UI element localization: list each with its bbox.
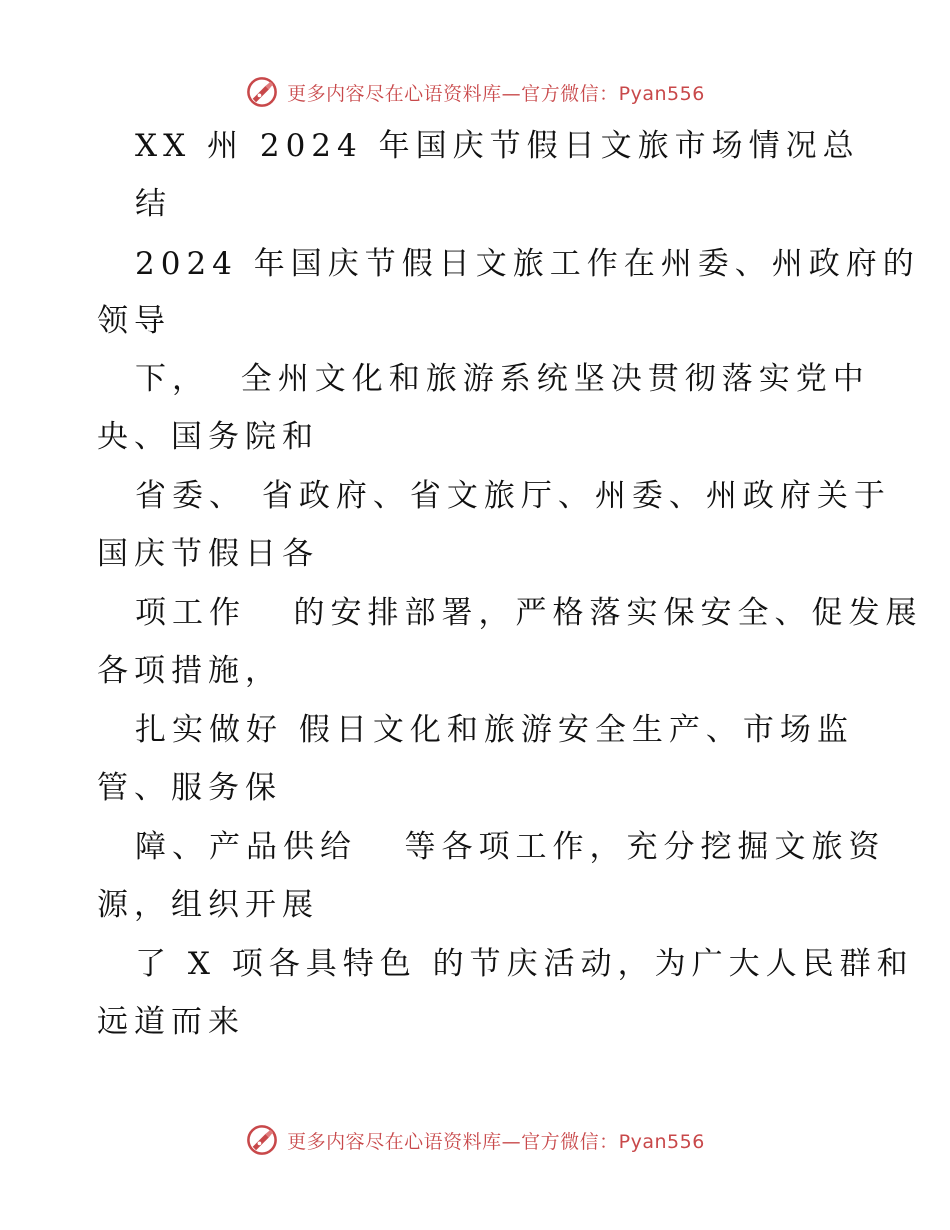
paragraph-line: 国庆节假日各 [97, 536, 319, 572]
watermark-account: Pyan556 [618, 1130, 705, 1153]
paragraph-line: 省委、 省政府、省文旅厅、州委、州政府关于 [135, 478, 891, 514]
watermark-text [287, 79, 705, 106]
watermark-account: Pyan556 [618, 82, 705, 105]
paragraph-line: 央、国务院和 [97, 419, 319, 455]
paragraph-line: 2024 年国庆节假日文旅工作在州委、州政府的 [135, 246, 920, 282]
watermark-text [287, 1127, 705, 1154]
paragraph-line: 项工作 的安排部署，严格落实保安全、促发展 [135, 595, 923, 631]
paragraph-line: 各项措施， [97, 653, 282, 689]
paragraph-line: 了 X 项各具特色 的节庆活动，为广大人民群和 [135, 946, 914, 982]
paragraph-line: 扎实做好 假日文化和旅游安全生产、市场监 [135, 712, 854, 748]
watermark-label: 更多内容尽在心语资料库—官方微信： [287, 82, 619, 105]
pen-nib-seal-icon [245, 75, 279, 109]
paragraph-line: 远道而来 [97, 1004, 245, 1040]
footer-watermark [0, 1118, 950, 1162]
paragraph-line: 管、服务保 [97, 770, 282, 806]
paragraph-line: 障、产品供给 等各项工作，充分挖掘文旅资 [135, 829, 886, 865]
paragraph-line: 源，组织开展 [97, 887, 319, 923]
doc-title-line-2: 结 [135, 186, 172, 222]
pen-nib-seal-icon [245, 1123, 279, 1157]
doc-title-line-1: XX 州 2024 年国庆节假日文旅市场情况总 [135, 128, 860, 164]
paragraph-line: 下， 全州文化和旅游系统坚决贯彻落实党中 [135, 361, 870, 397]
paragraph-line: 领导 [97, 303, 171, 339]
watermark-label: 更多内容尽在心语资料库—官方微信： [287, 1130, 619, 1153]
header-watermark [0, 70, 950, 114]
